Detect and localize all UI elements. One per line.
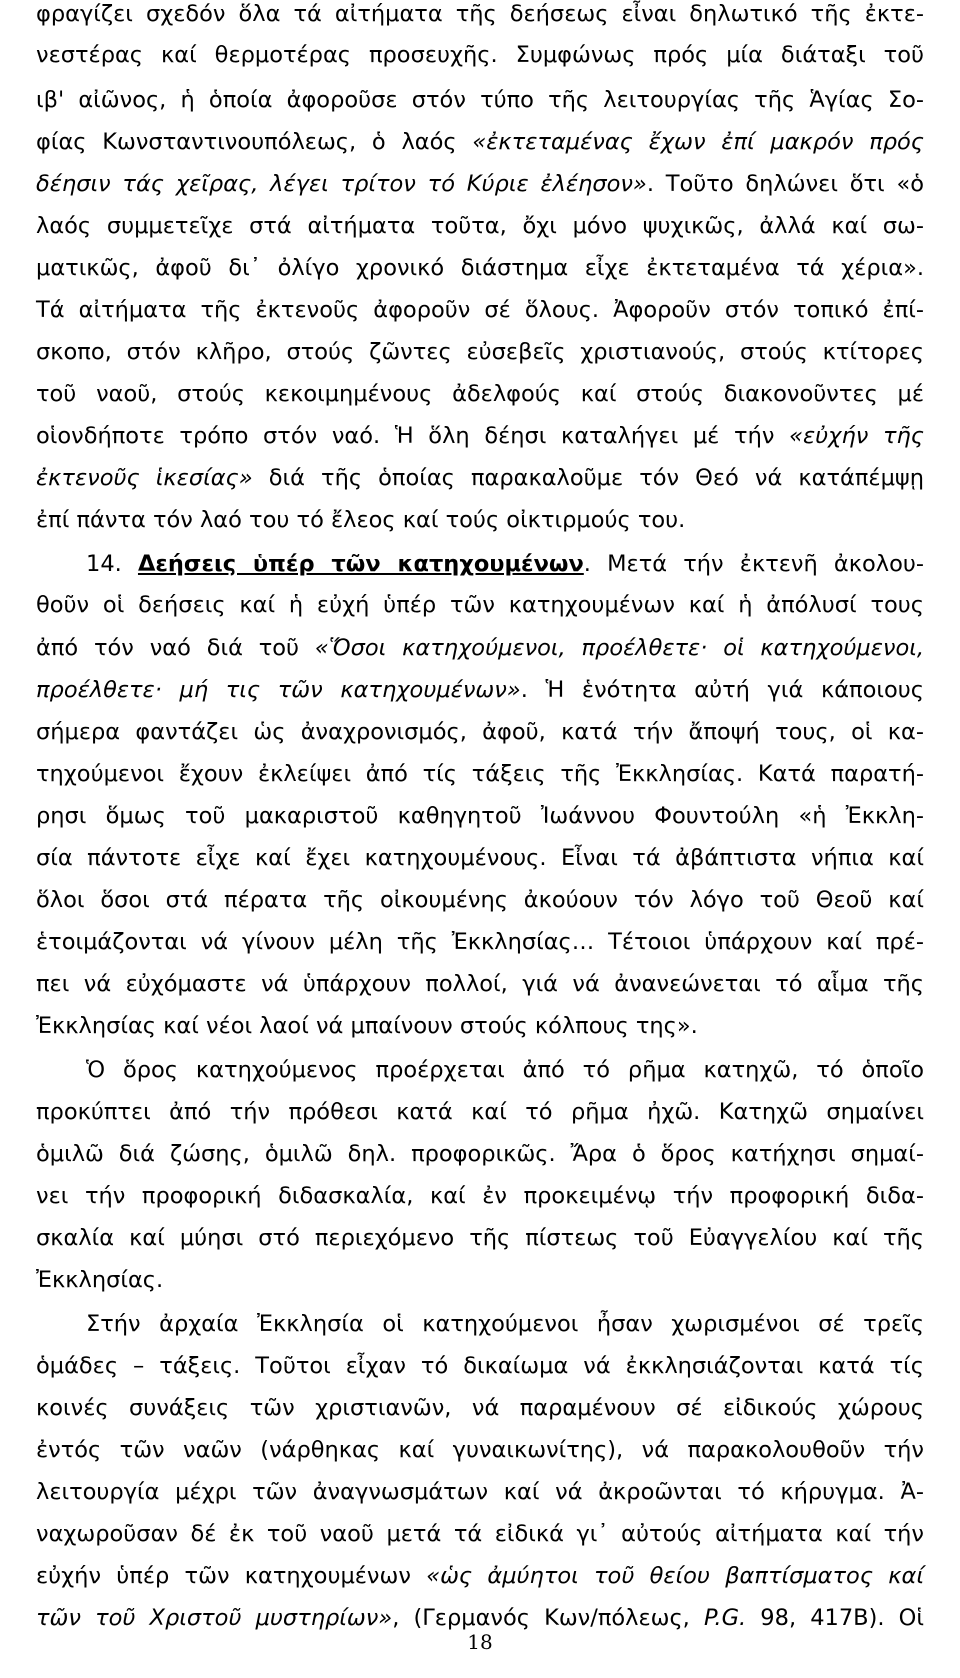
text-segment: τῶν τοῦ Χριστοῦ μυστηρίων»	[36, 1605, 393, 1631]
text-segment: ρησι ὅμως τοῦ μακαριστοῦ καθηγητοῦ Ἰωάννου Φουντούλη «ἡ Ἐκκλη-	[36, 803, 924, 829]
text-segment: τοῦ ναοῦ, στούς κεκοιμημένους ἀδελφούς καί στούς διακονοῦντες μέ	[36, 381, 924, 407]
text-segment: P.G.	[703, 1605, 747, 1631]
text-segment: Στήν ἀρχαία Ἐκκλησία οἱ κατηχούμενοι ἦσαν χωρισμένοι σέ τρεῖς	[86, 1311, 924, 1337]
text-segment: νεστέρας καί θερμοτέρας προσευχῆς. Συμφώνως πρός μία διάταξι τοῦ	[36, 42, 924, 68]
text-segment: νει τήν προφορική διδασκαλία, καί ἐν προκειμένῳ τήν προφορική διδα-	[36, 1183, 924, 1209]
text-line	[36, 670, 924, 710]
text-line	[36, 964, 924, 1004]
text-segment: λειτουργία μέχρι τῶν ἀναγνωσμάτων καί νά ἀκροῶνται τό κήρυγμα. Ἀ-	[36, 1479, 924, 1505]
text-line	[36, 1472, 924, 1512]
text-line	[36, 80, 924, 120]
text-segment: ιβ' αἰῶνος, ἡ ὁποία ἀφοροῦσε στόν τύπο τῆς λειτουργίας τῆς Ἁγίας Σο-	[36, 87, 924, 113]
text-line	[86, 1304, 924, 1344]
text-line	[36, 585, 924, 625]
text-line	[36, 500, 924, 540]
text-line	[36, 0, 924, 34]
text-line	[36, 628, 924, 668]
text-segment: Ἐκκλησίας.	[36, 1267, 164, 1293]
text-line	[36, 1092, 924, 1132]
text-segment: «ὡς ἀμύητοι τοῦ θείου βαπτίσματος καί	[426, 1563, 924, 1589]
text-segment: ὁμάδες – τάξεις. Τοῦτοι εἶχαν τό δικαίωμα νά ἐκκλησιάζονται κατά τίς	[36, 1353, 924, 1379]
text-segment: «Ὅσοι κατηχούμενοι, προέλθετε· οἱ κατηχούμενοι,	[314, 635, 924, 661]
text-segment: ἑτοιμάζονται νά γίνουν μέλη τῆς Ἐκκλησίας… Τέτοιοι ὑπάρχουν καί πρέ-	[36, 929, 924, 955]
text-segment: Ἐκκλησίας καί νέοι λαοί νά μπαίνουν στούς κόλπους της».	[36, 1013, 698, 1039]
text-segment: εὐχήν ὑπέρ τῶν κατηχουμένων	[36, 1563, 427, 1589]
text-line	[36, 1430, 924, 1470]
text-line	[36, 164, 924, 204]
text-line	[36, 332, 924, 372]
text-line	[36, 248, 924, 288]
text-segment: ἀπό τόν ναό διά τοῦ	[36, 635, 315, 661]
text-segment: πει νά εὐχόμαστε νά ὑπάρχουν πολλοί, γιά νά ἀνανεώνεται τό αἷμα τῆς	[36, 971, 924, 997]
text-line	[36, 374, 924, 414]
text-line	[36, 796, 924, 836]
text-segment: θοῦν οἱ δεήσεις καί ἡ εὐχή ὑπέρ τῶν κατηχουμένων καί ἡ ἀπόλυσί τους	[36, 592, 924, 618]
page-number: 18	[467, 1630, 493, 1654]
text-segment: ναχωροῦσαν δέ ἐκ τοῦ ναοῦ μετά τά εἰδικά γι᾽ αὐτούς αἰτήματα καί τήν	[36, 1521, 924, 1547]
text-line	[36, 206, 924, 246]
text-segment: οἱονδήποτε τρόπο στόν ναό. Ἡ ὅλη δέησι καταλήγει μέ τήν	[36, 423, 790, 449]
text-line	[86, 544, 924, 584]
text-segment: δέησιν τάς χεῖρας, λέγει τρίτον τό Κύριε ἐλέησον»	[36, 171, 647, 197]
text-segment: «ἐκτεταμένας ἔχων ἐπί μακρόν πρός	[472, 129, 925, 155]
text-line	[36, 1514, 924, 1554]
text-line	[36, 880, 924, 920]
text-line	[36, 1556, 924, 1596]
text-segment: ματικῶς, ἀφοῦ δι᾽ ὀλίγο χρονικό διάστημα εἶχε ἐκτεταμένα τά χέρια».	[36, 255, 924, 281]
text-line	[36, 1006, 924, 1046]
text-segment: . Μετά τήν ἐκτενῆ ἀκολου-	[583, 551, 925, 577]
text-segment: . Ἡ ἑνότητα αὐτή γιά κάποιους	[520, 677, 924, 703]
text-segment: 98, 417Β). Οἱ	[746, 1605, 924, 1631]
text-segment: λαός συμμετεῖχε στά αἰτήματα τοῦτα, ὄχι μόνο ψυχικῶς, ἀλλά καί σω-	[36, 213, 924, 239]
text-segment: Ὁ ὅρος κατηχούμενος προέρχεται ἀπό τό ρῆμα κατηχῶ, τό ὁποῖο	[86, 1057, 924, 1083]
text-line	[36, 712, 924, 752]
text-segment: ἐκτενοῦς ἱκεσίας»	[36, 465, 253, 491]
text-segment: ὁμιλῶ διά ζώσης, ὁμιλῶ δηλ. προφορικῶς. Ἄρα ὁ ὅρος κατήχησι σημαί-	[36, 1141, 924, 1167]
text-line	[36, 754, 924, 794]
text-segment: «εὐχήν τῆς	[789, 423, 924, 449]
text-segment: ὅλοι ὅσοι στά πέρατα τῆς οἰκουμένης ἀκούουν τόν λόγο τοῦ Θεοῦ καί	[36, 887, 924, 913]
text-segment: σκοπο, στόν κλῆρο, στούς ζῶντες εὐσεβεῖς χριστιανούς, στούς κτίτορες	[36, 339, 924, 365]
text-segment: , (Γερμανός Κων/πόλεως,	[392, 1605, 704, 1631]
text-line	[86, 1050, 924, 1090]
text-segment: προέλθετε· μή τις τῶν κατηχουμένων»	[36, 677, 521, 703]
text-line	[36, 1218, 924, 1258]
text-segment: φίας Κωνσταντινουπόλεως, ὁ λαός	[36, 129, 473, 155]
text-segment: τηχούμενοι ἔχουν ἐκλείψει ἀπό τίς τάξεις τῆς Ἐκκλησίας. Κατά παρατή-	[36, 761, 924, 787]
text-line	[36, 458, 924, 498]
text-segment: σήμερα φαντάζει ὡς ἀναχρονισμός, ἀφοῦ, κατά τήν ἄποψή τους, οἱ κα-	[36, 719, 924, 745]
text-segment: σία πάντοτε εἶχε καί ἔχει κατηχουμένους. Εἶναι τά ἀβάπτιστα νήπια καί	[36, 845, 924, 871]
text-segment: Δεήσεις ὑπέρ τῶν κατηχουμένων	[137, 551, 584, 577]
text-segment: φραγίζει σχεδόν ὅλα τά αἰτήματα τῆς δεήσεως εἶναι δηλωτικό τῆς ἐκτε-	[36, 1, 924, 27]
text-line	[36, 290, 924, 330]
text-line	[36, 416, 924, 456]
text-segment: σκαλία καί μύησι στό περιεχόμενο τῆς πίστεως τοῦ Εὐαγγελίου καί τῆς	[36, 1225, 924, 1251]
text-segment: . Τοῦτο δηλώνει ὅτι «ὁ	[646, 171, 924, 197]
text-line	[36, 1176, 924, 1216]
text-line	[36, 1388, 924, 1428]
text-line	[36, 922, 924, 962]
text-line	[36, 122, 924, 162]
text-line	[36, 1346, 924, 1386]
text-segment: 14.	[86, 551, 138, 577]
text-segment: κοινές συνάξεις τῶν χριστιανῶν, νά παραμένουν σέ εἰδικούς χώρους	[36, 1395, 924, 1421]
text-segment: Τά αἰτήματα τῆς ἐκτενοῦς ἀφοροῦν σέ ὅλους. Ἀφοροῦν στόν τοπικό ἐπί-	[36, 297, 924, 323]
text-line	[36, 1260, 924, 1300]
text-segment: ἐπί πάντα τόν λαό του τό ἔλεος καί τούς οἰκτιρμούς του.	[36, 507, 686, 533]
text-line	[36, 35, 924, 75]
text-segment: ἐντός τῶν ναῶν (νάρθηκας καί γυναικωνίτης), νά παρακολουθοῦν τήν	[36, 1437, 924, 1463]
text-line	[36, 838, 924, 878]
text-segment: προκύπτει ἀπό τήν πρόθεσι κατά καί τό ρῆμα ἠχῶ. Κατηχῶ σημαίνει	[36, 1099, 924, 1125]
text-segment: διά τῆς ὁποίας παρακαλοῦμε τόν Θεό νά κατάπέμψῃ	[252, 465, 924, 491]
text-line	[36, 1134, 924, 1174]
